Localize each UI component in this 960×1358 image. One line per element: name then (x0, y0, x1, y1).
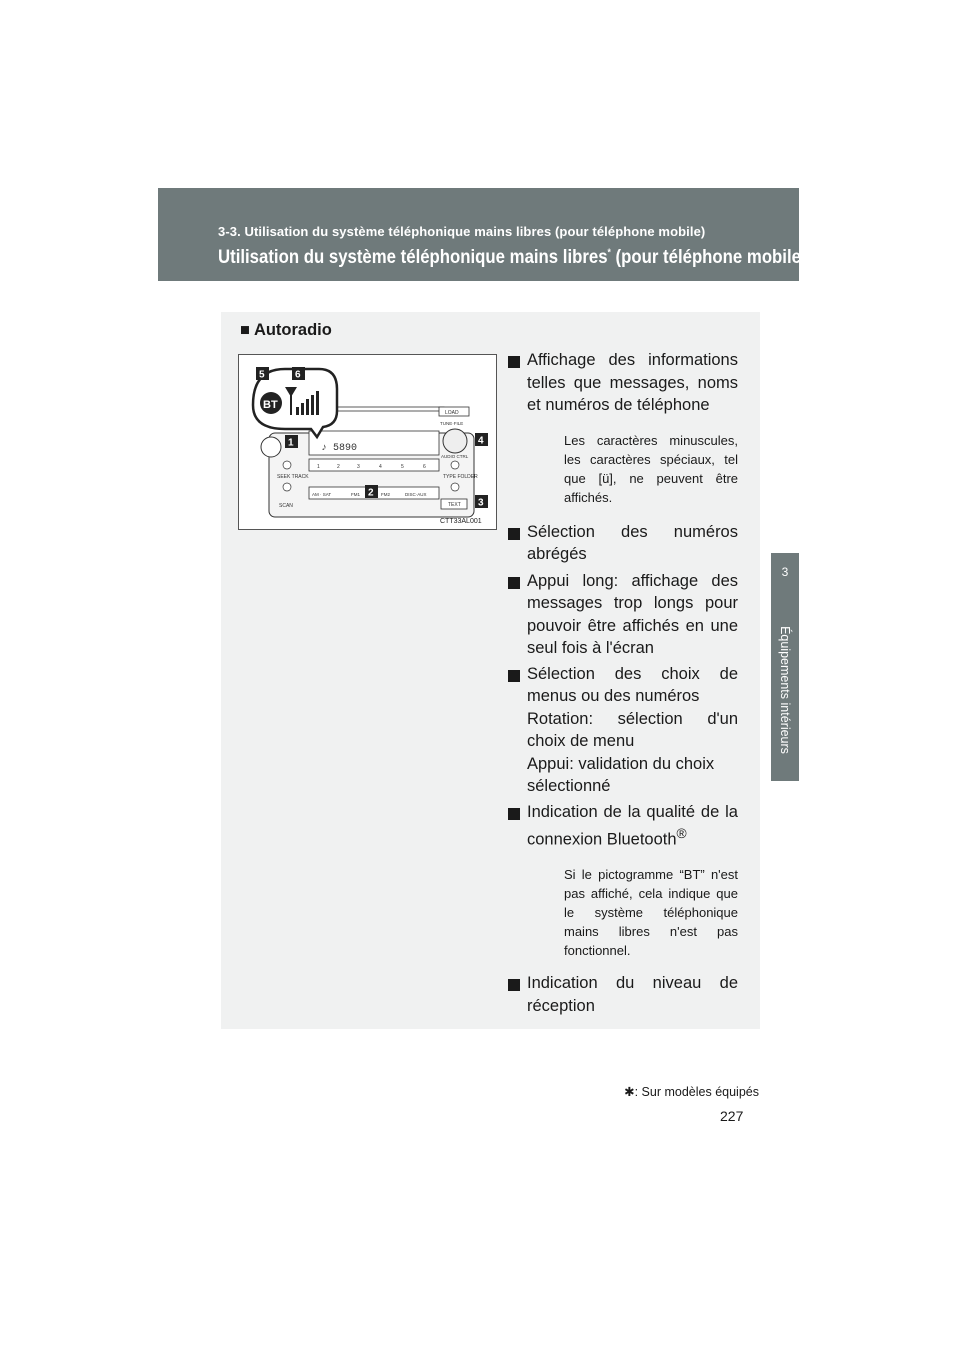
footnote-mark: * (607, 247, 611, 259)
list-item (508, 570, 738, 660)
seek-down-button (283, 483, 291, 491)
item-list (508, 349, 738, 1017)
svg-text:3: 3 (478, 497, 484, 509)
item-number-marker (508, 670, 520, 682)
list-item (508, 801, 738, 961)
item-text: Indication du niveau de réception (527, 974, 738, 1015)
item-line3: Appui: validation du choix sélectionné (527, 754, 715, 795)
am-sat-label: AM · SAT (312, 492, 332, 497)
page-number: 227 (720, 1108, 744, 1124)
callout-4 (475, 433, 488, 447)
list-item (508, 349, 738, 507)
header-subtitle: 3-3. Utilisation du système téléphonique mains libres (pour téléphone mobile) (218, 224, 706, 239)
page-title-rest: (pour téléphone mobile) (610, 246, 807, 268)
item-text: Sélection des choix de menus ou des numéros (527, 664, 738, 705)
load-button-label: LOAD (445, 410, 459, 416)
list-item (508, 972, 738, 1017)
scan-label: SCAN (279, 503, 293, 509)
preset-5: 5 (401, 464, 404, 470)
preset-6: 6 (423, 464, 426, 470)
callout-3 (475, 495, 488, 509)
seek-track-label: SEEK TRACK (277, 474, 309, 480)
page-title-main: Utilisation du système téléphonique mains libres (218, 246, 608, 268)
item-text-main: Indication de la qualité de la connexion Bluetooth (527, 802, 738, 849)
registered-mark: ® (676, 826, 687, 841)
preset-4: 4 (379, 464, 382, 470)
page-title (218, 246, 807, 269)
callout-2 (365, 485, 378, 499)
svg-text:5: 5 (259, 369, 265, 381)
callout-5 (256, 367, 269, 381)
chapter-label: Équipements intérieurs (778, 626, 792, 754)
item-text (527, 801, 738, 852)
svg-text:1: 1 (288, 437, 294, 449)
fm2-label: FM2 (381, 492, 390, 497)
tune-file-knob (443, 429, 467, 453)
preset-1: 1 (317, 464, 320, 470)
svg-text:6: 6 (295, 369, 301, 381)
list-item (508, 663, 738, 798)
type-folder-label: TYPE FOLDER (443, 474, 478, 480)
item-text: Appui long: affichage des messages trop longs pour pouvoir être affichés en une seul fois à l'écran (527, 571, 738, 657)
item-note: Si le pictogramme “BT” n'est pas affiché, cela indique que le système téléphonique mains libres n'est pas fonctionnel. (564, 867, 738, 958)
seek-up-button (283, 461, 291, 469)
svg-text:4: 4 (478, 435, 484, 447)
disc-slot (334, 407, 444, 411)
radio-illustration (238, 354, 497, 530)
chapter-header (158, 188, 807, 281)
type-down-button (451, 483, 459, 491)
item-line2: Rotation: sélection d'un choix de menu (527, 709, 738, 750)
callout-1 (285, 435, 298, 449)
chapter-number: 3 (781, 565, 789, 579)
item-number-marker (508, 356, 520, 368)
fm1-label: FM1 (351, 492, 360, 497)
preset-2: 2 (337, 464, 340, 470)
svg-text:2: 2 (368, 487, 374, 499)
figure-code: CTT33AL001 (440, 518, 482, 525)
item-note: Les caractères minuscules, les caractères spéciaux, tel que [ü], ne peuvent être affichés. (564, 432, 738, 505)
item-number-marker (508, 577, 520, 589)
bt-icon-label: BT (263, 399, 278, 411)
callout-6 (292, 367, 305, 381)
item-text: Sélection des numéros abrégés (527, 522, 738, 563)
display-text: ♪ 5890 (321, 443, 358, 454)
tune-file-label: TUNE·FILE (440, 421, 464, 426)
item-number-marker (508, 979, 520, 991)
preset-3: 3 (357, 464, 360, 470)
section-title: ■ Autoradio (240, 321, 332, 339)
power-knob (261, 437, 281, 457)
disc-aux-label: DISC·AUX (405, 492, 427, 497)
radio-diagram (239, 355, 496, 529)
audio-ctrl-label: AUDIO CTRL (441, 454, 469, 459)
text-button-label: TEXT (448, 502, 461, 508)
item-number-marker (508, 808, 520, 820)
item-text: Affichage des informations telles que messages, noms et numéros de téléphone (527, 351, 738, 414)
chapter-label-wrap (771, 600, 799, 780)
footnote: ✱: Sur modèles équipés (624, 1085, 759, 1099)
preset-buttons (309, 459, 439, 471)
type-up-button (451, 461, 459, 469)
list-item (508, 521, 738, 566)
item-number-marker (508, 528, 520, 540)
